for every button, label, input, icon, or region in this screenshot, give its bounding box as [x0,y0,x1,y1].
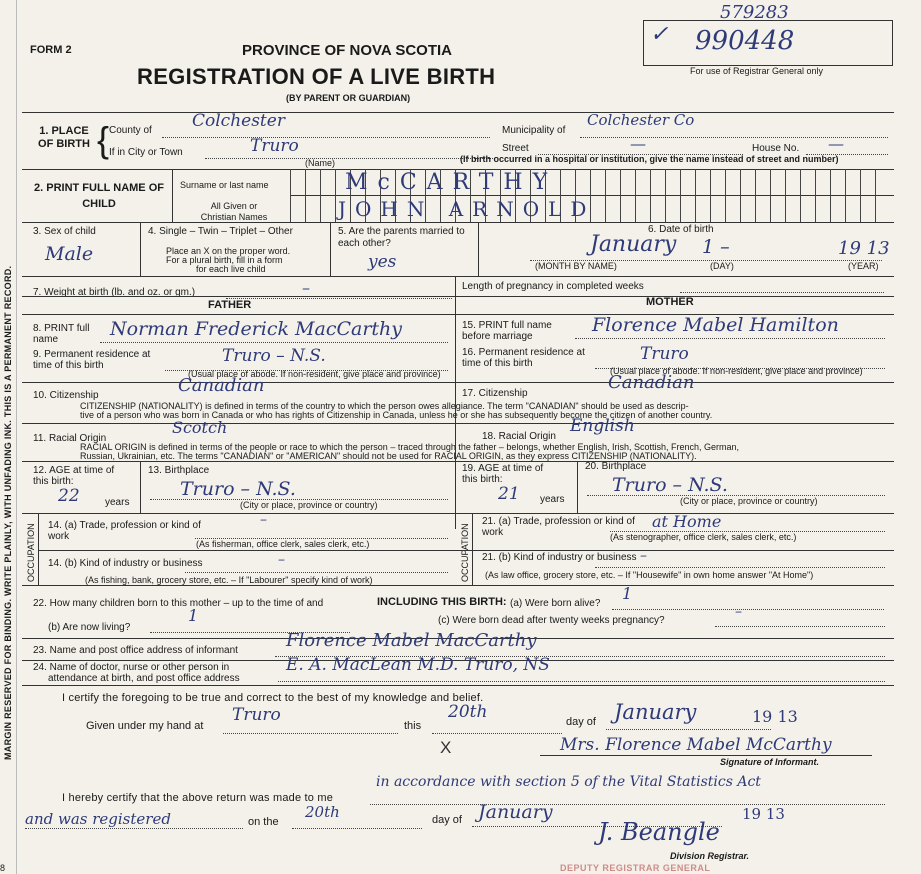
mother-birthplace-label: 20. Birthplace [585,461,647,472]
letter-cell [875,169,891,222]
certify-statement: I certify the foregoing to be true and correct to the best of my knowledge and belief. [62,692,484,704]
sex-value: Male [45,243,94,265]
citizenship-note-1: CITIZENSHIP (NATIONALITY) is defined in terms of the country to which the person owes allegiance. The term "CANADIAN" should be used as descrip- [80,401,689,411]
registration-statement: I hereby certify that the above return was made to me [62,792,334,804]
father-name-label: 8. PRINT full name [33,323,90,345]
county-value: Colchester [192,111,285,131]
mother-birthplace: Truro – N.S. [612,474,728,496]
children-living-label: (b) Are now living? [48,622,131,633]
mother-citizenship: Canadian [608,372,695,393]
children-dead-label: (c) Were born dead after twenty weeks pregnancy? [438,615,665,626]
letter-cell [605,169,621,222]
child-given-names: JOHN ARNOLD [338,197,596,221]
registrar-stamp: DEPUTY REGISTRAR GENERAL [560,863,711,873]
father-heading: FATHER [208,299,252,311]
informant-signature: Mrs. Florence Mabel McCarthy [560,735,832,755]
mother-age-label: 19. AGE at time of this birth: [462,463,544,485]
page-mark: 8 [0,863,6,873]
father-racial-label: 11. Racial Origin [33,433,107,444]
mother-trade: at Home [652,512,722,531]
given-under-hand-label: Given under my hand at [86,720,204,732]
registrar-check: ✓ [650,22,669,47]
letter-cell [860,169,876,222]
father-age: 22 [58,486,80,506]
children-including: INCLUDING THIS BIRTH: [377,596,507,608]
weight-label: 7. Weight at birth (lb. and oz. or gm.) [33,287,196,298]
mother-trade-label: 21. (a) Trade, profession or kind of work [482,516,635,538]
dob-year: 19 13 [838,238,890,259]
margin-instruction: MARGIN RESERVED FOR BINDING. WRITE PLAINLY, WITH UNFADING INK. THIS IS A PERMANENT RECORD. [3,265,13,760]
municipality-value: Colchester Co [587,111,695,129]
married-value: yes [368,252,397,272]
children-born-alive-label: (a) Were born alive? [510,598,601,609]
doctor-label-1: 24. Name of doctor, nurse or other person in [33,662,230,673]
house-label: House No. [752,143,800,154]
mother-residence-label: 16. Permanent residence at time of this birth [462,347,585,369]
letter-cell [815,169,831,222]
children-born-alive: 1 [622,584,633,603]
certify-day-of-label: day of [566,716,596,728]
mother-age-unit: years [540,494,565,505]
mother-residence: Truro [640,344,689,364]
place-of-birth-heading: 1. PLACE OF BIRTH [38,125,90,150]
children-dead: – [735,604,742,620]
father-trade: – [260,512,267,528]
mother-trade-caption: (As stenographer, office clerk, sales clerk, etc.) [610,532,797,542]
street-value: — [630,134,646,153]
plurality-note-3: for each live child [196,264,266,274]
father-residence: Truro – N.S. [222,346,326,366]
certify-this-label: this [404,720,422,732]
letter-cell [635,169,651,222]
surname-label: Surname or last name [180,180,269,190]
father-age-unit: years [105,497,130,508]
weight-value: – [302,278,310,297]
house-value: — [828,134,844,153]
father-birthplace: Truro – N.S. [180,478,296,500]
father-industry-caption: (As fishing, bank, grocery store, etc. – If "Labourer" specify kind of work) [85,575,373,585]
father-age-label: 12. AGE at time of this birth: [33,465,115,487]
given-names-label: All Given or Christian Names [200,201,268,222]
letter-cell [710,169,726,222]
registration-day-of-label: day of [432,814,462,826]
father-trade-label: 14. (a) Trade, profession or kind of work [48,520,201,542]
registration-number: 990448 [695,26,795,56]
certify-month: January [614,700,697,724]
letter-cell [695,169,711,222]
mother-age: 21 [498,484,520,504]
mother-industry: – [640,548,647,564]
mother-industry-label: 21. (b) Kind of industry or business [482,552,637,563]
child-name-heading: 2. PRINT FULL NAME OF CHILD [34,182,164,210]
informant-value: Florence Mabel MacCarthy [286,630,537,651]
mother-name-label: 15. PRINT full name before marriage [462,320,552,342]
letter-cell [680,169,696,222]
form-subtitle: (BY PARENT OR GUARDIAN) [286,93,411,103]
children-question: 22. How many children born to this mother – up to the time of and [33,598,324,609]
letter-cell [830,169,846,222]
mother-racial: English [570,416,635,436]
dob-label: 6. Date of birth [648,224,714,235]
registration-continued: and was registered [25,810,171,828]
mother-birthplace-caption: (City or place, province or country) [680,496,818,506]
dob-month-caption: (MONTH BY NAME) [535,261,617,271]
mother-occupation-label: OCCUPATION [460,523,470,582]
doctor-label-2: attendance at birth, and post office address [48,673,240,684]
father-citizenship: Canadian [178,375,265,396]
letter-cell [770,169,786,222]
city-value: Truro [250,136,299,156]
plurality-note-2: For a plural birth, fill in a form [166,255,283,265]
dob-day: 1 – [702,236,730,258]
father-birthplace-caption: (City or place, province or country) [240,500,378,510]
father-industry: – [278,552,285,568]
child-surname: McCARTHY [345,170,558,195]
father-occupation-label: OCCUPATION [26,523,36,582]
informant-mark: X [440,738,452,757]
father-trade-caption: (As fisherman, office clerk, sales clerk, etc.) [196,539,370,549]
plurality-label: 4. Single – Twin – Triplet – Other [148,226,293,237]
dob-day-caption: (DAY) [710,261,734,271]
letter-cell [650,169,666,222]
father-residence-label: 9. Permanent residence at time of this birth [33,349,151,371]
mother-racial-label: 18. Racial Origin [482,431,556,442]
letter-cell [725,169,741,222]
letter-cell [785,169,801,222]
father-birthplace-label: 13. Birthplace [148,465,210,476]
registration-on-label: on the [248,816,279,828]
sex-label: 3. Sex of child [33,226,96,237]
hospital-note: (If birth occurred in a hospital or institution, give the name instead of street and number) [460,154,839,164]
registration-day: 20th [305,803,340,821]
dob-month: January [590,232,677,257]
father-industry-label: 14. (b) Kind of industry or business [48,558,203,569]
street-label: Street [502,143,529,154]
margin-line [16,0,17,874]
city-name-caption: (Name) [305,158,336,168]
registration-year: 19 13 [742,805,785,823]
father-name: Norman Frederick MacCarthy [110,318,403,340]
doctor-value: E. A. MacLean M.D. Truro, NS [286,655,550,675]
certify-day: 20th [448,702,488,722]
letter-cell [620,169,636,222]
province-heading: PROVINCE OF NOVA SCOTIA [242,42,453,59]
racial-note-1: RACIAL ORIGIN is defined in terms of the people or race to which the person – traced through the father – belongs, whether English, Irish, Scottish, French, German, [80,442,739,452]
division-registrar-caption: Division Registrar. [670,851,750,861]
form-title: REGISTRATION OF A LIVE BIRTH [137,64,496,89]
letter-cell [845,169,861,222]
mother-industry-caption: (As law office, grocery store, etc. – If "Housewife" in own home answer "At Home") [485,570,814,580]
registrar-caption: For use of Registrar General only [690,66,824,76]
plurality-note-1: Place an X on the proper word. [166,246,291,256]
letter-cell [800,169,816,222]
father-racial: Scotch [172,418,228,437]
pregnancy-label: Length of pregnancy in completed weeks [462,281,644,292]
mother-heading: MOTHER [646,296,694,308]
mother-citizenship-label: 17. Citizenship [462,388,528,399]
city-label: If in City or Town [109,147,183,158]
letter-cell [290,169,306,222]
father-citizenship-label: 10. Citizenship [33,390,99,401]
letter-cell [665,169,681,222]
form-number: FORM 2 [30,44,72,56]
informant-signature-caption: Signature of Informant. [720,757,819,767]
letter-cell [755,169,771,222]
registrar-top-number: 579283 [720,2,789,23]
registration-handwritten: in accordance with section 5 of the Vital Statistics Act [376,774,761,790]
letter-cell [320,169,336,222]
dob-year-caption: (YEAR) [848,261,879,271]
informant-label: 23. Name and post office address of informant [33,645,238,656]
children-living: 1 [188,606,199,625]
letter-cell [740,169,756,222]
racial-note-2: Russian, Ukrainian, etc. The terms "CANADIAN" or "AMERICAN" should not be used for RACIAL ORIGIN, as they express CITIZENSHIP (NATIONALITY). [80,451,697,461]
citizenship-note-2: tive of a person who was born in Canada or who has rights of Citizenship in Canada, unless he or she has subsequently become the citizen of another country. [80,410,713,420]
certify-place: Truro [232,705,281,725]
letter-cell [305,169,321,222]
mother-name: Florence Mabel Hamilton [592,314,839,336]
married-label: 5. Are the parents married to each other? [338,226,465,249]
municipality-label: Municipality of [502,125,566,136]
registrar-signature: J. Beangle [598,818,720,846]
certify-year: 19 13 [752,707,798,726]
mother-residence-caption: (Usual place of abode. If non-resident, give place and province) [610,366,863,376]
county-label: County of [109,125,152,136]
registration-month: January [478,801,553,823]
father-residence-caption: (Usual place of abode. If non-resident, give place and province) [188,369,441,379]
